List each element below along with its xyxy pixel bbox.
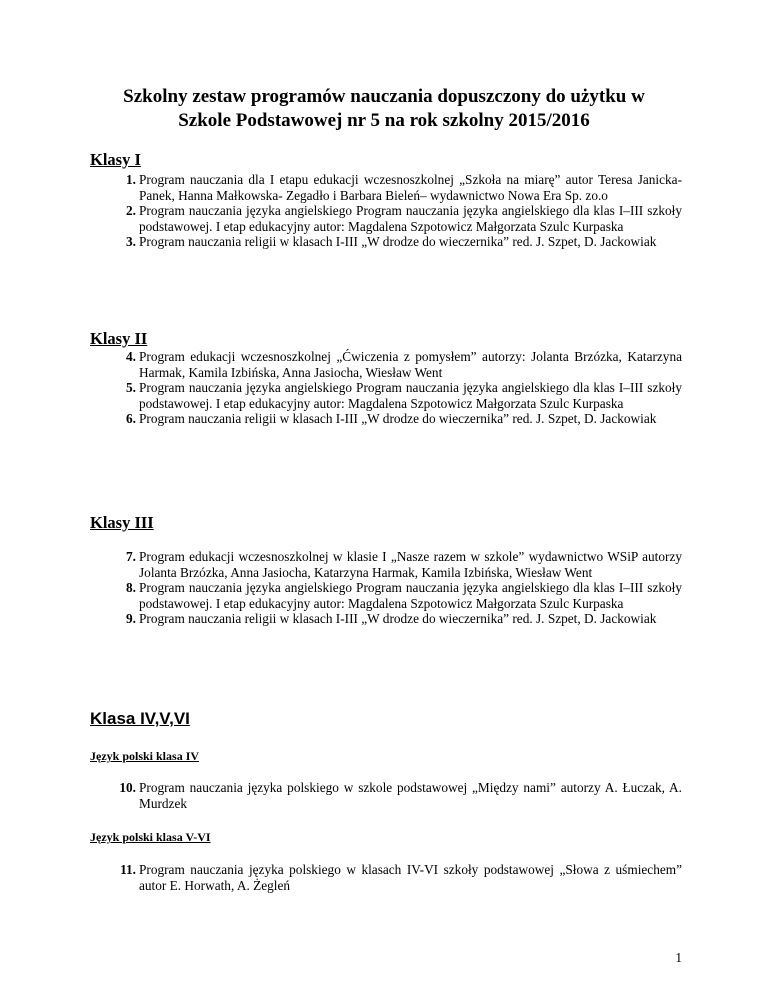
item-number: 5. — [126, 380, 136, 396]
list-item — [90, 172, 682, 203]
list-item — [90, 234, 682, 250]
item-number: 7. — [126, 549, 136, 564]
list-jezyk-polski-v-vi — [90, 862, 682, 893]
item-number: 11. — [120, 862, 136, 877]
item-number: 9. — [126, 611, 136, 627]
list-item — [90, 780, 682, 811]
item-number: 10. — [119, 780, 136, 795]
item-text: Program nauczania języka angielskiego Program nauczania języka angielskiego dla klas I–III szkoły podstawowej. I etap edukacyjny autor: Magdalena Szpotowicz Małgorzata Szulc Kurpaska — [139, 380, 682, 411]
page-number: 1 — [675, 950, 682, 965]
title-line-2: Szkole Podstawowej nr 5 na rok szkolny 2015/2016 — [178, 110, 590, 131]
list-item — [90, 549, 682, 580]
section-heading-klasy-i: Klasy I — [90, 150, 141, 169]
item-text: Program edukacji wczesnoszkolnej w klasie I „Nasze razem w szkole” wydawnictwo WSiP autorzy Jolanta Brzózka, Anna Jasiocha, Katarzyna Harmak, Kamila Izbińska, Wiesław Went — [139, 549, 682, 580]
list-item — [90, 411, 682, 427]
item-text: Program nauczania dla I etapu edukacji wczesnoszkolnej „Szkoła na miarę” autor Teresa Janicka-Panek, Hanna Małkowska- Zegadło i Barbara Bieleń– wydawnictwo Nowa Era Sp. zo.o — [139, 172, 682, 203]
item-text: Program nauczania języka polskiego w szkole podstawowej „Między nami” autorzy A. Łuczak, A. Murdzek — [139, 780, 682, 811]
item-number: 8. — [126, 580, 136, 596]
list-klasy-iii — [90, 549, 682, 627]
item-number: 2. — [126, 203, 136, 219]
section-heading-klasy-iii: Klasy III — [90, 513, 154, 532]
item-number: 4. — [126, 349, 136, 364]
item-text: Program nauczania języka polskiego w klasach IV-VI szkoły podstawowej „Słowa z uśmiechem” autor E. Horwath, A. Żegleń — [139, 862, 682, 893]
subheading-jezyk-polski-iv: Język polski klasa IV — [90, 749, 200, 763]
list-jezyk-polski-iv — [90, 780, 682, 811]
list-klasy-ii — [90, 349, 682, 427]
subheading-jezyk-polski-v-vi: Język polski klasa V-VI — [90, 830, 211, 844]
title-line-1: Szkolny zestaw programów nauczania dopuszczony do użytku w — [123, 86, 645, 107]
section-heading-klasy-ii: Klasy II — [90, 329, 148, 348]
item-number: 6. — [126, 411, 136, 427]
document-title — [70, 85, 698, 133]
list-item — [90, 580, 682, 611]
list-item — [90, 611, 682, 627]
list-item — [90, 203, 682, 234]
list-item — [90, 349, 682, 380]
item-text: Program nauczania religii w klasach I-III „W drodze do wieczernika” red. J. Szpet, D. Jackowiak — [139, 611, 657, 627]
item-number: 1. — [126, 172, 136, 187]
item-text: Program edukacji wczesnoszkolnej „Ćwiczenia z pomysłem” autorzy: Jolanta Brzózka, Katarzyna Harmak, Kamila Izbińska, Anna Jasiocha, Wiesław Went — [139, 349, 682, 380]
item-text: Program nauczania języka angielskiego Program nauczania języka angielskiego dla klas I–III szkoły podstawowej. I etap edukacyjny autor: Magdalena Szpotowicz Małgorzata Szulc Kurpaska — [139, 580, 682, 611]
list-klasy-i — [90, 172, 682, 250]
list-item — [90, 862, 682, 893]
list-item — [90, 380, 682, 411]
item-text: Program nauczania języka angielskiego Program nauczania języka angielskiego dla klas I–III szkoły podstawowej. I etap edukacyjny autor: Magdalena Szpotowicz Małgorzata Szulc Kurpaska — [139, 203, 682, 234]
item-text: Program nauczania religii w klasach I-III „W drodze do wieczernika” red. J. Szpet, D. Jackowiak — [139, 411, 657, 427]
item-text: Program nauczania religii w klasach I-III „W drodze do wieczernika” red. J. Szpet, D. Jackowiak — [139, 234, 657, 250]
item-number: 3. — [126, 234, 136, 250]
section-heading-klasa-iv-v-vi: Klasa IV,V,VI — [90, 709, 190, 728]
